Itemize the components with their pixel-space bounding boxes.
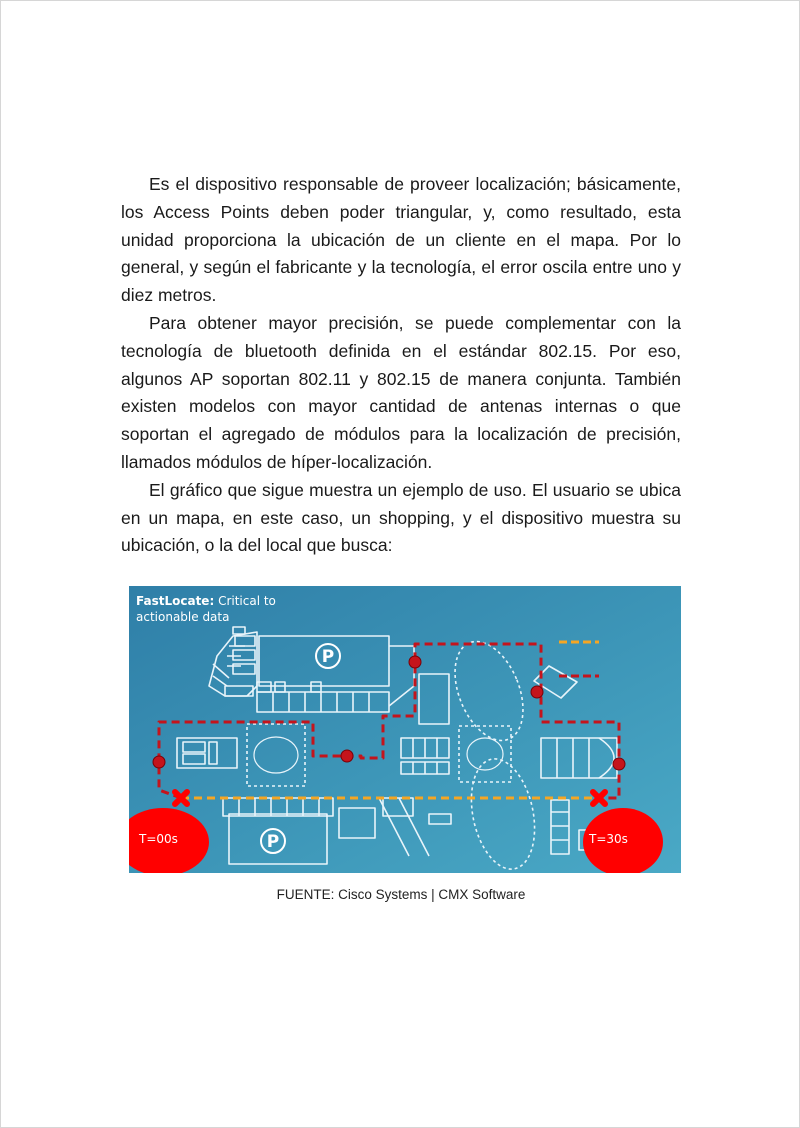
svg-text:P: P — [266, 832, 280, 852]
svg-text:P: P — [321, 647, 335, 667]
end-x-marker — [593, 792, 605, 804]
paragraph-2: Para obtener mayor precisión, se puede complementar con la tecnología de bluetooth definida en el estándar 802.15. Por eso, algunos AP soportan 802.11 y 802.15 de manera conjunta. También existen modelos con mayor cantidad de antenas internas o que soportan el agregado de módulos para la localización de precisión, llamados módulos de híper-localización. — [121, 312, 681, 472]
paragraph-1: Es el dispositivo responsable de proveer localización; básicamente, los Access Points deben poder triangular, y, como resultado, esta unidad proporciona la ubicación de un cliente en el mapa. Por lo general, y según el fabricante y la tecnología, el error oscila entre uno y diez metros. — [121, 174, 681, 306]
svg-text:T=30s: T=30s — [589, 832, 628, 846]
fastlocate-figure — [129, 586, 681, 873]
svg-text:T=00s: T=00s — [139, 832, 178, 846]
figure-caption: FUENTE: Cisco Systems | CMX Software — [276, 887, 526, 902]
figure-title: FastLocate: Critical to — [136, 594, 276, 608]
ap-dot — [153, 756, 165, 768]
ap-dot — [613, 758, 625, 770]
paragraph-3: El gráfico que sigue muestra un ejemplo de uso. El usuario se ubica en un mapa, en este caso, un shopping, y el dispositivo muestra su ubicación, o la del local que busca: — [121, 479, 681, 556]
ap-dot — [531, 686, 543, 698]
figure-title-line2: actionable data — [136, 610, 230, 624]
end-time-bubble — [583, 808, 663, 873]
start-x-marker — [175, 792, 187, 804]
body-text — [121, 171, 681, 560]
ap-dot — [409, 656, 421, 668]
ap-dot — [341, 750, 353, 762]
mall-map — [129, 586, 681, 873]
